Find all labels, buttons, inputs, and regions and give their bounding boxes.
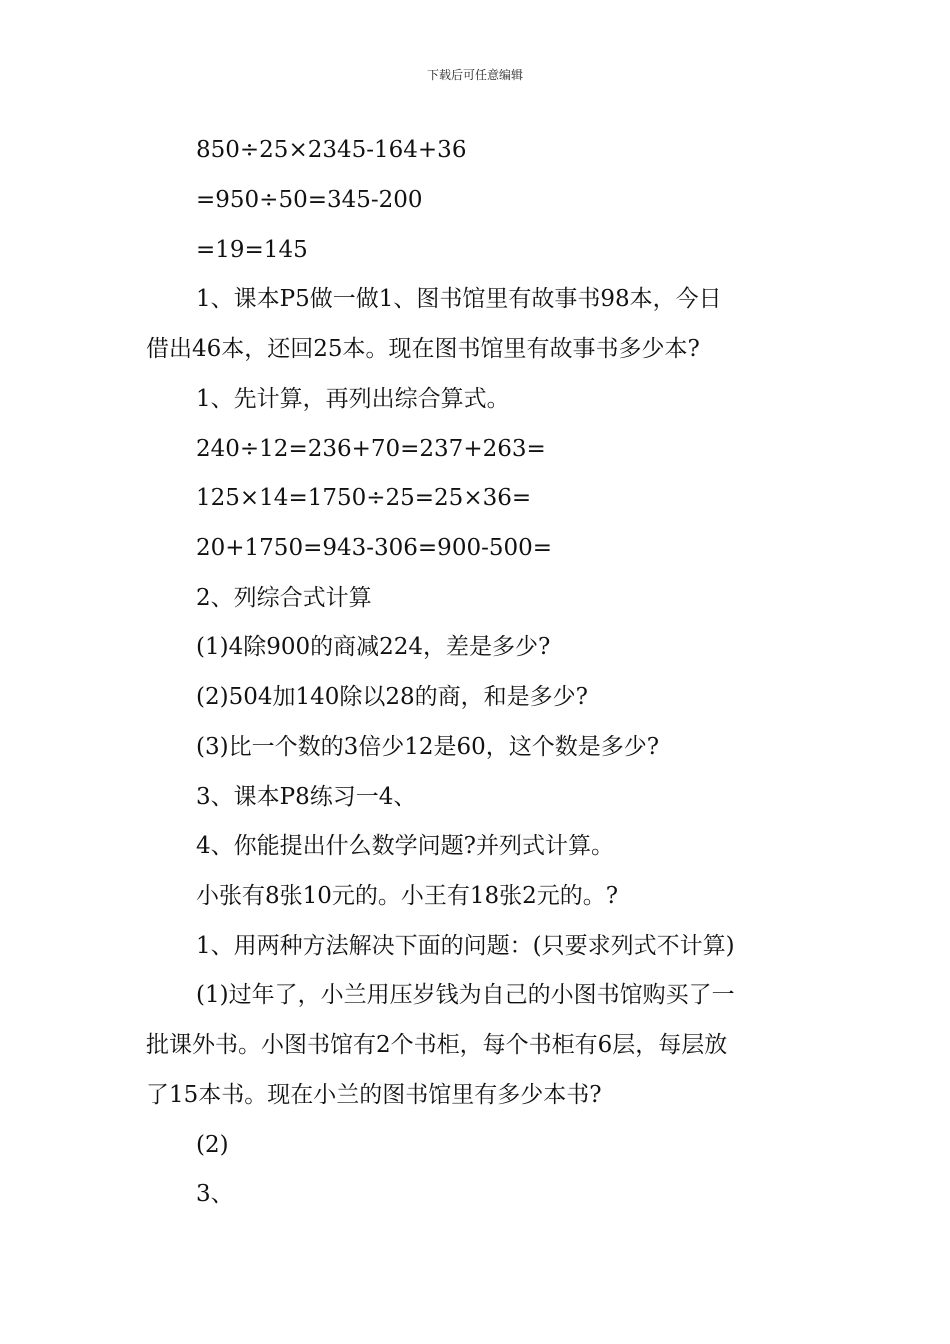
text-line: (3)比一个数的3倍少12是60，这个数是多少? [196, 734, 660, 760]
text-line: 1、用两种方法解决下面的问题：(只要求列式不计算) [196, 933, 735, 959]
text-line: =19=145 [196, 237, 308, 263]
text-line: (1)4除900的商减224，差是多少? [196, 634, 551, 660]
text-line: 20+1750=943-306=900-500= [196, 535, 553, 561]
text-line: 3、 [196, 1181, 234, 1207]
text-line: 借出46本，还回25本。现在图书馆里有故事书多少本? [146, 336, 700, 362]
text-line: 批课外书。小图书馆有2个书柜，每个书柜有6层，每层放 [146, 1032, 728, 1058]
page-header: 下载后可任意编辑 [426, 68, 523, 82]
text-line: 1、课本P5做一做1、图书馆里有故事书98本，今日 [196, 286, 722, 312]
text-line: 1、先计算，再列出综合算式。 [196, 386, 510, 412]
text-line: 125×14=1750÷25=25×36= [196, 485, 532, 511]
text-line: 4、你能提出什么数学问题?并列式计算。 [196, 833, 614, 859]
text-line: (1)过年了，小兰用压岁钱为自己的小图书馆购买了一 [196, 982, 735, 1008]
text-line: (2)504加140除以28的商，和是多少? [196, 684, 588, 710]
text-line: 小张有8张10元的。小王有18张2元的。? [196, 883, 619, 909]
text-line: 3、课本P8练习一4、 [196, 784, 417, 810]
text-line: (2) [196, 1132, 229, 1158]
text-line: 2、列综合式计算 [196, 585, 372, 611]
text-line: 240÷12=236+70=237+263= [196, 436, 546, 462]
text-line: 850÷25×2345-164+36 [196, 137, 467, 163]
text-line: =950÷50=345-200 [196, 187, 423, 213]
text-line: 了15本书。现在小兰的图书馆里有多少本书? [146, 1082, 602, 1108]
